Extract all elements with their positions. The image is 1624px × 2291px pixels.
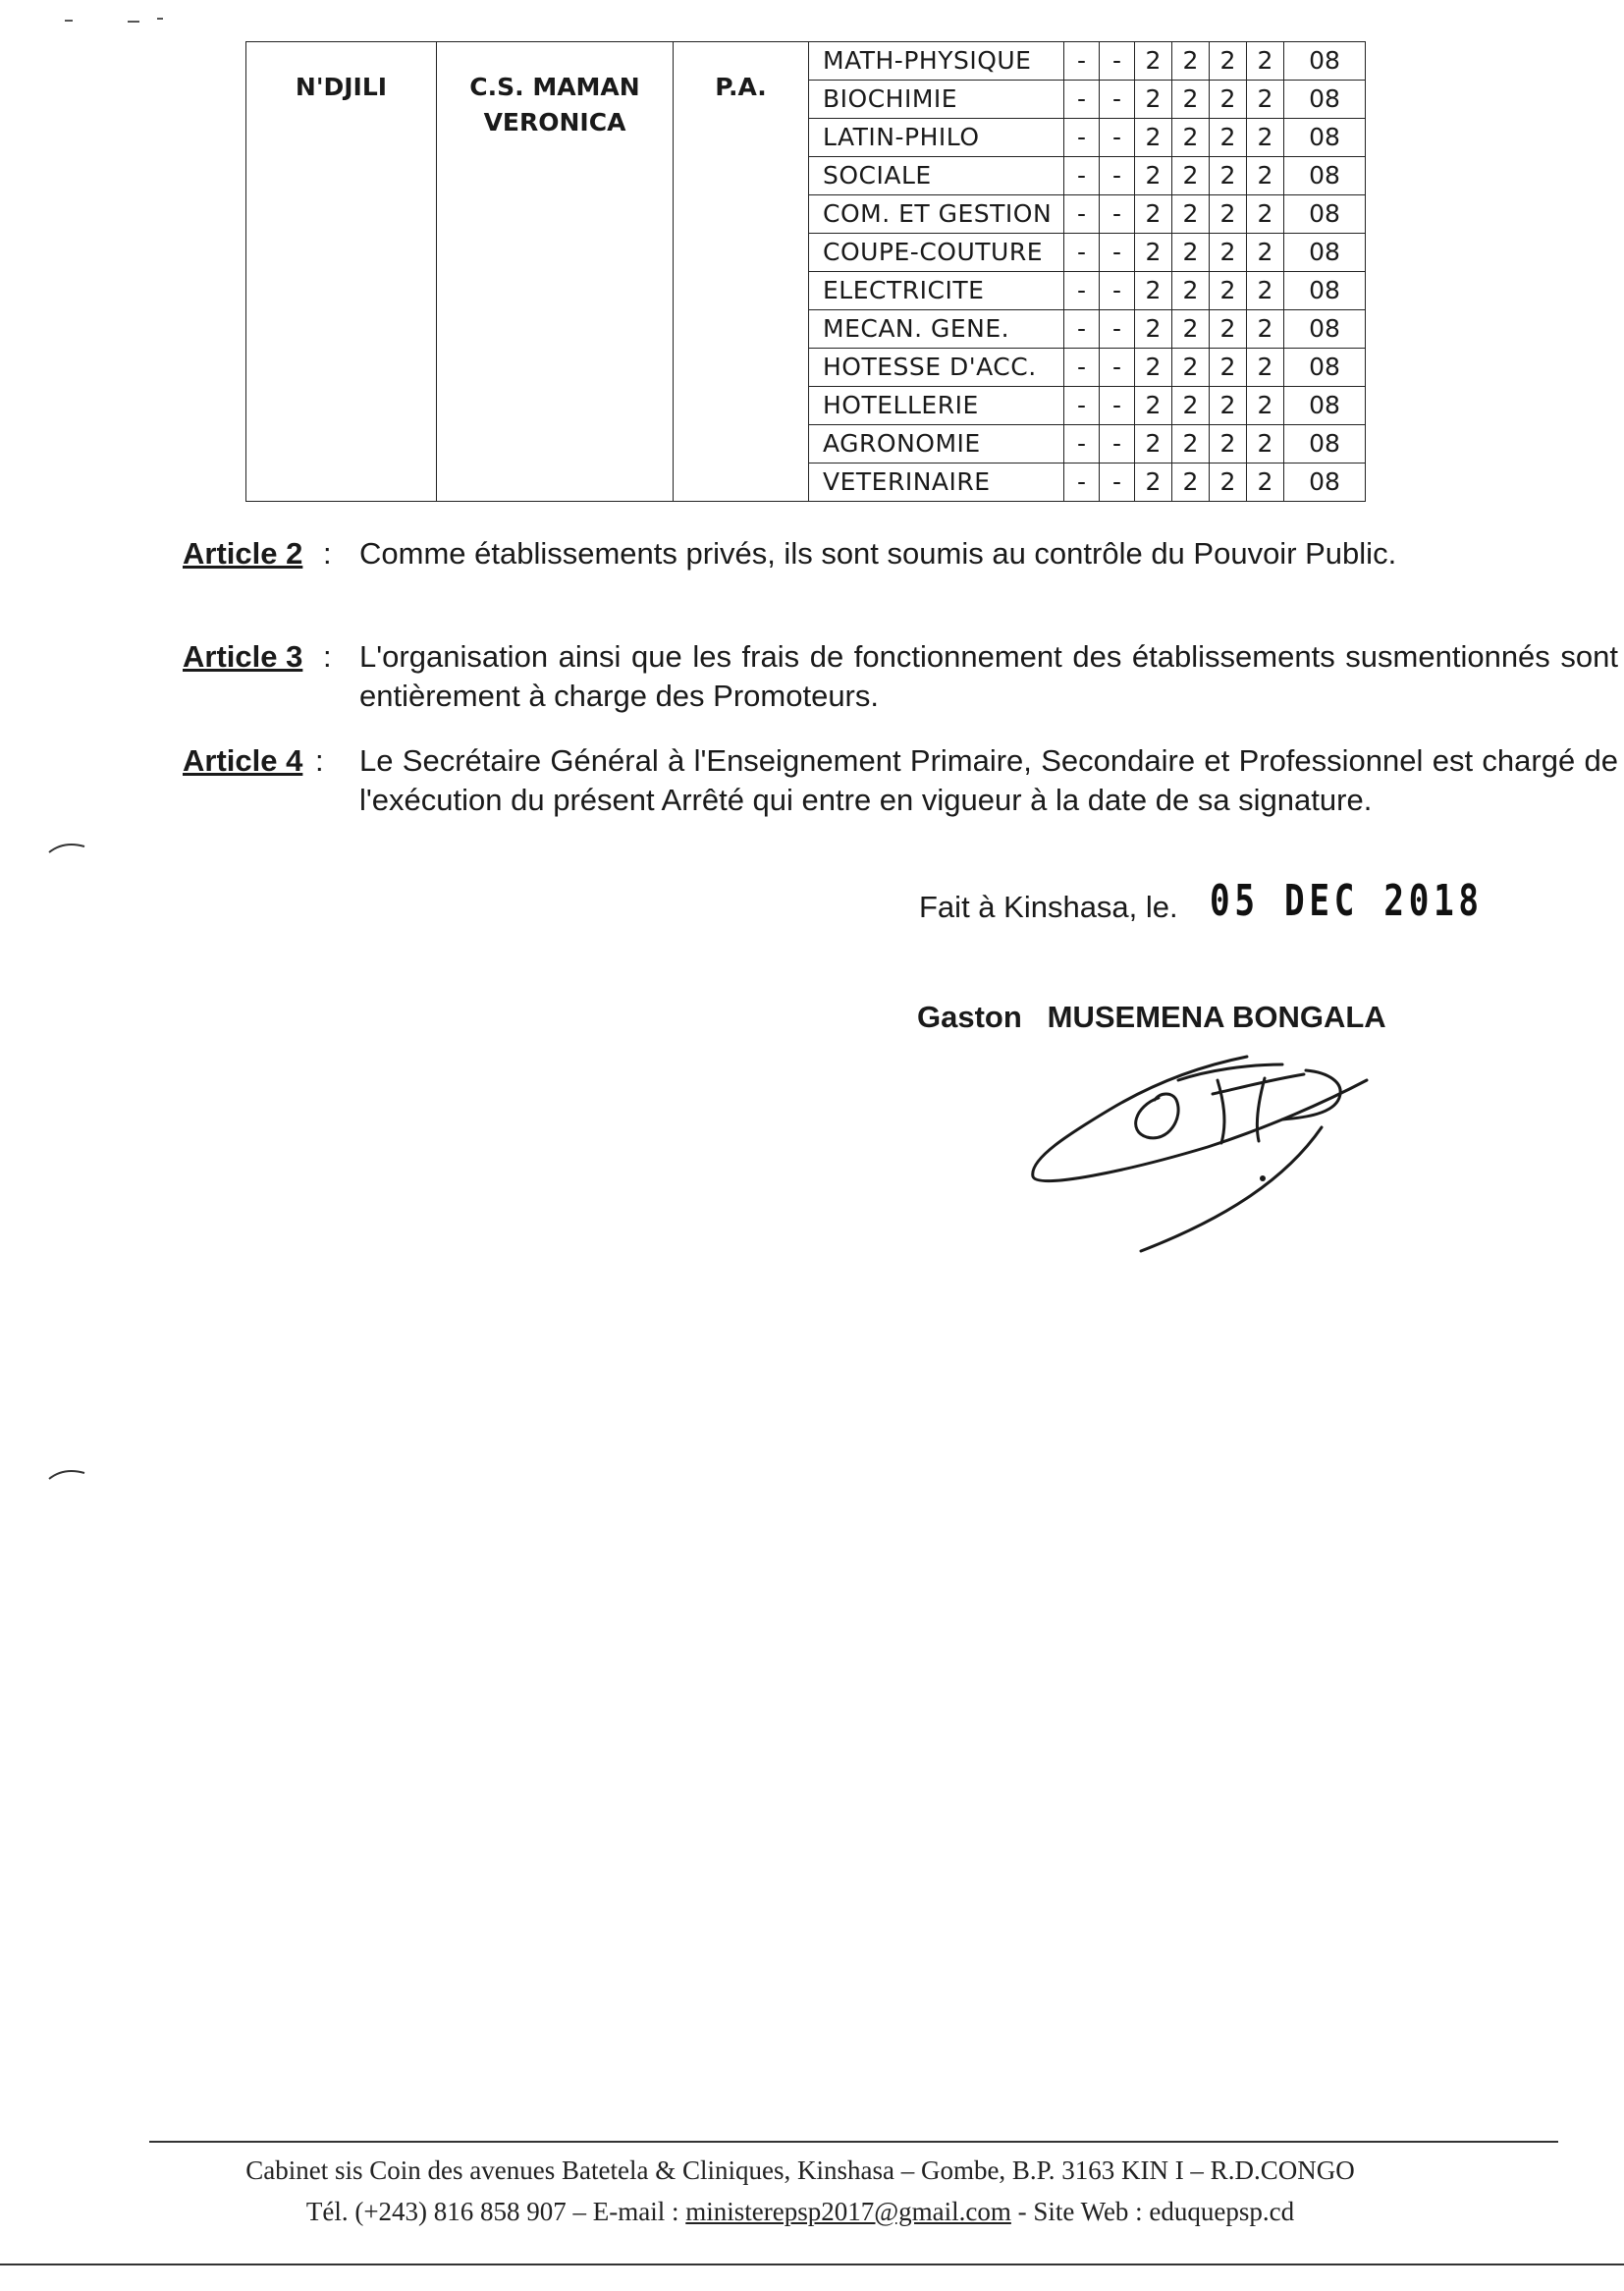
class-count-cell: 2 bbox=[1210, 157, 1247, 195]
commune-cell bbox=[246, 42, 437, 502]
scan-mark bbox=[65, 20, 73, 22]
total-cell: 08 bbox=[1284, 425, 1366, 464]
class-count-cell: - bbox=[1100, 119, 1135, 157]
class-count-cell: - bbox=[1064, 195, 1100, 234]
class-count-cell: - bbox=[1064, 234, 1100, 272]
total-cell: 08 bbox=[1284, 195, 1366, 234]
class-count-cell: 2 bbox=[1210, 464, 1247, 502]
class-count-cell: - bbox=[1064, 464, 1100, 502]
class-count-cell: - bbox=[1064, 42, 1100, 81]
school-name-line1: C.S. MAMAN bbox=[469, 73, 640, 101]
class-count-cell: - bbox=[1100, 387, 1135, 425]
article-2-colon: : bbox=[323, 536, 332, 571]
commune-name: N'DJILI bbox=[295, 73, 388, 101]
class-count-cell: 2 bbox=[1247, 119, 1284, 157]
school-name-line2: VERONICA bbox=[483, 108, 626, 136]
place-and-date-line: Fait à Kinshasa, le. bbox=[919, 890, 1178, 924]
class-count-cell: 2 bbox=[1135, 272, 1172, 310]
class-count-cell: 2 bbox=[1210, 119, 1247, 157]
footer-rule bbox=[149, 2141, 1558, 2143]
article-3-colon: : bbox=[323, 639, 332, 674]
class-count-cell: - bbox=[1100, 157, 1135, 195]
footer-email-link[interactable]: ministerepsp2017@gmail.com bbox=[685, 2197, 1011, 2226]
class-count-cell: 2 bbox=[1210, 272, 1247, 310]
total-cell: 08 bbox=[1284, 81, 1366, 119]
class-count-cell: 2 bbox=[1172, 234, 1210, 272]
class-count-cell: 2 bbox=[1210, 81, 1247, 119]
option-cell: MATH-PHYSIQUE bbox=[809, 42, 1064, 81]
class-count-cell: 2 bbox=[1210, 387, 1247, 425]
class-count-cell: 2 bbox=[1247, 425, 1284, 464]
class-count-cell: - bbox=[1100, 272, 1135, 310]
scan-mark bbox=[128, 21, 139, 23]
class-count-cell: 2 bbox=[1210, 42, 1247, 81]
class-count-cell: - bbox=[1064, 387, 1100, 425]
class-count-cell: 2 bbox=[1247, 234, 1284, 272]
signer-first-name: Gaston bbox=[917, 1000, 1022, 1034]
class-count-cell: 2 bbox=[1172, 195, 1210, 234]
class-count-cell: 2 bbox=[1172, 425, 1210, 464]
class-count-cell: 2 bbox=[1172, 387, 1210, 425]
option-cell: SOCIALE bbox=[809, 157, 1064, 195]
class-count-cell: - bbox=[1100, 195, 1135, 234]
class-count-cell: - bbox=[1100, 310, 1135, 349]
class-count-cell: 2 bbox=[1172, 310, 1210, 349]
class-count-cell: - bbox=[1064, 349, 1100, 387]
class-count-cell: 2 bbox=[1135, 464, 1172, 502]
class-count-cell: 2 bbox=[1135, 310, 1172, 349]
class-count-cell: 2 bbox=[1135, 157, 1172, 195]
class-count-cell: - bbox=[1100, 234, 1135, 272]
class-count-cell: - bbox=[1100, 81, 1135, 119]
article-2-text: Comme établissements privés, ils sont soumis au contrôle du Pouvoir Public. bbox=[359, 536, 1397, 571]
article-4-colon: : bbox=[315, 743, 324, 778]
article-2 bbox=[183, 534, 1624, 617]
scan-mark bbox=[45, 837, 90, 856]
option-cell: AGRONOMIE bbox=[809, 425, 1064, 464]
class-count-cell: 2 bbox=[1247, 464, 1284, 502]
option-cell: ELECTRICITE bbox=[809, 272, 1064, 310]
school-cell bbox=[437, 42, 674, 502]
class-count-cell: - bbox=[1064, 272, 1100, 310]
total-cell: 08 bbox=[1284, 464, 1366, 502]
class-count-cell: - bbox=[1064, 119, 1100, 157]
option-cell: BIOCHIMIE bbox=[809, 81, 1064, 119]
class-count-cell: 2 bbox=[1172, 464, 1210, 502]
class-count-cell: 2 bbox=[1135, 195, 1172, 234]
article-3-label: Article 3 bbox=[183, 639, 303, 674]
footer-bottom-rule bbox=[0, 2264, 1624, 2265]
option-cell: VETERINAIRE bbox=[809, 464, 1064, 502]
handwritten-signature bbox=[1011, 1041, 1404, 1267]
class-count-cell: - bbox=[1100, 349, 1135, 387]
article-3 bbox=[183, 637, 1624, 720]
class-count-cell: 2 bbox=[1247, 195, 1284, 234]
signer-name bbox=[917, 1000, 1386, 1035]
class-count-cell: - bbox=[1100, 464, 1135, 502]
class-count-cell: 2 bbox=[1172, 157, 1210, 195]
option-cell: COUPE-COUTURE bbox=[809, 234, 1064, 272]
total-cell: 08 bbox=[1284, 42, 1366, 81]
total-cell: 08 bbox=[1284, 387, 1366, 425]
total-cell: 08 bbox=[1284, 272, 1366, 310]
class-count-cell: 2 bbox=[1247, 310, 1284, 349]
total-cell: 08 bbox=[1284, 157, 1366, 195]
option-cell: MECAN. GENE. bbox=[809, 310, 1064, 349]
class-count-cell: 2 bbox=[1210, 234, 1247, 272]
class-count-cell: 2 bbox=[1247, 387, 1284, 425]
class-count-cell: - bbox=[1064, 425, 1100, 464]
option-cell: COM. ET GESTION bbox=[809, 195, 1064, 234]
class-count-cell: 2 bbox=[1135, 234, 1172, 272]
class-count-cell: 2 bbox=[1247, 42, 1284, 81]
class-count-cell: 2 bbox=[1135, 81, 1172, 119]
class-count-cell: - bbox=[1100, 425, 1135, 464]
class-count-cell: - bbox=[1100, 42, 1135, 81]
scan-mark bbox=[45, 1463, 90, 1483]
class-count-cell: 2 bbox=[1135, 119, 1172, 157]
footer-contact bbox=[147, 2197, 1453, 2227]
class-count-cell: - bbox=[1064, 157, 1100, 195]
article-4-label: Article 4 bbox=[183, 743, 303, 778]
scan-mark bbox=[157, 18, 163, 20]
article-3-text: L'organisation ainsi que les frais de fonctionnement des établissements susmentionnés sont entièrement à charge des Promoteurs. bbox=[359, 639, 1618, 713]
class-count-cell: 2 bbox=[1172, 349, 1210, 387]
regime-cell bbox=[674, 42, 809, 502]
class-count-cell: 2 bbox=[1247, 349, 1284, 387]
total-cell: 08 bbox=[1284, 234, 1366, 272]
signer-last-name: MUSEMENA BONGALA bbox=[1047, 1000, 1386, 1034]
class-count-cell: 2 bbox=[1210, 425, 1247, 464]
option-cell: HOTELLERIE bbox=[809, 387, 1064, 425]
article-2-label: Article 2 bbox=[183, 536, 303, 571]
date-stamp: 05 DEC 2018 bbox=[1210, 876, 1484, 926]
class-count-cell: 2 bbox=[1172, 272, 1210, 310]
class-count-cell: 2 bbox=[1210, 349, 1247, 387]
class-count-cell: - bbox=[1064, 81, 1100, 119]
class-count-cell: 2 bbox=[1172, 119, 1210, 157]
class-count-cell: 2 bbox=[1247, 272, 1284, 310]
class-count-cell: 2 bbox=[1135, 387, 1172, 425]
total-cell: 08 bbox=[1284, 349, 1366, 387]
class-count-cell: 2 bbox=[1210, 195, 1247, 234]
article-4-text: Le Secrétaire Général à l'Enseignement Primaire, Secondaire et Professionnel est chargé de l'exécution du présent Arrêté qui entre en vigueur à la date de sa signature. bbox=[359, 743, 1618, 817]
footer-address: Cabinet sis Coin des avenues Batetela & Cliniques, Kinshasa – Gombe, B.P. 3163 KIN I – R.D.CONGO bbox=[245, 2155, 1355, 2185]
class-count-cell: 2 bbox=[1247, 81, 1284, 119]
article-4 bbox=[183, 741, 1624, 863]
table-row bbox=[246, 42, 1366, 81]
class-count-cell: - bbox=[1064, 310, 1100, 349]
class-count-cell: 2 bbox=[1210, 310, 1247, 349]
footer-telephone: Tél. (+243) 816 858 907 – E-mail : bbox=[305, 2197, 686, 2226]
class-count-cell: 2 bbox=[1135, 425, 1172, 464]
class-count-cell: 2 bbox=[1247, 157, 1284, 195]
option-cell: HOTESSE D'ACC. bbox=[809, 349, 1064, 387]
class-count-cell: 2 bbox=[1172, 81, 1210, 119]
regime-code: P.A. bbox=[715, 73, 767, 101]
footer-website: - Site Web : eduquepsp.cd bbox=[1010, 2197, 1295, 2226]
class-count-cell: 2 bbox=[1135, 42, 1172, 81]
sections-table bbox=[245, 41, 1366, 502]
class-count-cell: 2 bbox=[1135, 349, 1172, 387]
total-cell: 08 bbox=[1284, 310, 1366, 349]
option-cell: LATIN-PHILO bbox=[809, 119, 1064, 157]
total-cell: 08 bbox=[1284, 119, 1366, 157]
class-count-cell: 2 bbox=[1172, 42, 1210, 81]
